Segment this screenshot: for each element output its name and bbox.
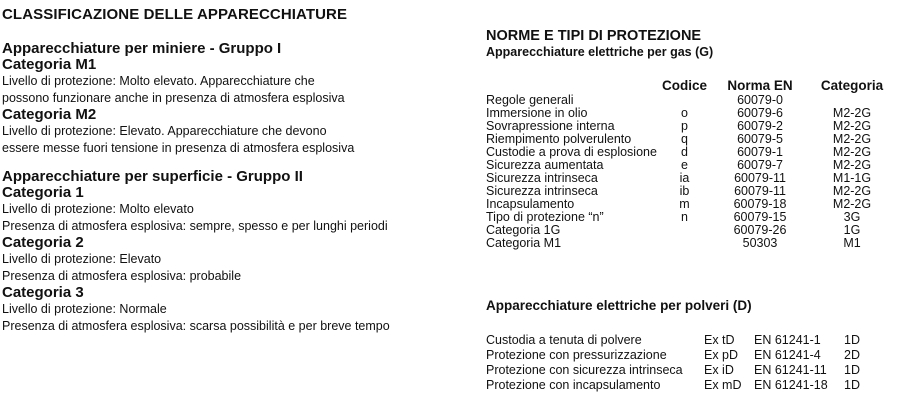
cell-code: d <box>681 145 688 159</box>
cell-code: Ex iD <box>704 363 734 377</box>
header-category: Categoria <box>820 77 884 93</box>
gas-protection-table <box>486 76 891 250</box>
table-header-row <box>486 76 891 94</box>
cell-norm: 60079-0 <box>737 93 783 107</box>
cell-category: 1G <box>843 223 861 237</box>
cell-norm: 60079-11 <box>734 184 786 198</box>
cell-norm: 60079-26 <box>733 223 787 237</box>
standards-title: NORME E TIPI DI PROTEZIONE <box>486 28 702 44</box>
cell-category: M1-1G <box>832 171 872 185</box>
cell-name: Sovrapressione interna <box>486 119 615 133</box>
category-description: possono funzionare anche in presenza di atmosfera esplosiva <box>2 91 345 105</box>
cell-code: q <box>681 132 688 146</box>
group-title: Apparecchiature per miniere - Gruppo I <box>2 40 282 57</box>
cell-norm: 60079-5 <box>737 132 783 146</box>
cell-norm: EN 61241-4 <box>754 348 821 362</box>
cell-norm: 60079-11 <box>734 171 786 185</box>
table-row <box>486 378 874 393</box>
cell-code <box>662 237 707 250</box>
cell-code: Ex mD <box>704 378 742 392</box>
table-row <box>486 333 874 348</box>
cell-code: Ex pD <box>704 348 739 362</box>
cell-code: o <box>681 106 688 120</box>
table-row <box>486 237 891 250</box>
category-description: essere messe fuori tensione in presenza di atmosfera esplosiva <box>2 141 355 155</box>
cell-norm: 60079-18 <box>733 197 787 211</box>
classification-title: CLASSIFICAZIONE DELLE APPARECCHIATURE <box>2 6 348 23</box>
cell-category: M2-2G <box>832 132 872 146</box>
cell-norm: EN 61241-11 <box>754 363 827 377</box>
cell-code: Ex tD <box>704 333 735 347</box>
cell-code: ia <box>679 171 690 185</box>
cell-category: 1D <box>844 363 860 377</box>
cell-category: M2-2G <box>832 184 872 198</box>
dust-protection-table <box>486 333 874 393</box>
category-description: Presenza di atmosfera esplosiva: scarsa possibilità e per breve tempo <box>2 319 390 333</box>
cell-name: Sicurezza aumentata <box>486 158 604 172</box>
cell-name: Sicurezza intrinseca <box>486 171 598 185</box>
category-description: Presenza di atmosfera esplosiva: sempre, spesso e per lunghi periodi <box>2 219 388 233</box>
cell-name: Riempimento polverulento <box>486 132 632 146</box>
cell-category: M1 <box>843 236 861 250</box>
cell-norm: 60079-1 <box>737 145 783 159</box>
dust-subtitle: Apparecchiature elettriche per polveri (D) <box>486 298 752 313</box>
category-title: Categoria 1 <box>2 184 84 201</box>
cell-name: Regole generali <box>486 93 574 107</box>
cell-name: Custodia a tenuta di polvere <box>486 333 642 347</box>
category-description: Presenza di atmosfera esplosiva: probabile <box>2 269 242 283</box>
cell-name: Incapsulamento <box>486 197 575 211</box>
cell-name: Tipo di protezione “n” <box>486 210 604 224</box>
header-code: Codice <box>662 77 708 93</box>
cell-norm: EN 61241-1 <box>754 333 821 347</box>
cell-category: 1D <box>844 333 860 347</box>
cell-category: M2-2G <box>832 119 872 133</box>
cell-category: 1D <box>844 378 860 392</box>
cell-name: Categoria M1 <box>486 236 562 250</box>
category-description: Livello di protezione: Elevato. Apparecchiature che devono <box>2 124 327 138</box>
cell-category: M2-2G <box>832 145 872 159</box>
category-title: Categoria M1 <box>2 56 97 73</box>
cell-norm: EN 61241-18 <box>754 378 828 392</box>
category-title: Categoria 2 <box>2 234 84 251</box>
cell-norm: 60079-6 <box>737 106 783 120</box>
cell-name: Protezione con sicurezza intrinseca <box>486 363 683 377</box>
category-title: Categoria 3 <box>2 284 84 301</box>
cell-name: Protezione con pressurizzazione <box>486 348 667 362</box>
cell-code: ib <box>679 184 690 198</box>
group-surface <box>2 168 390 335</box>
category-description: Livello di protezione: Normale <box>2 302 167 316</box>
header-name <box>486 76 662 94</box>
cell-norm: 60079-15 <box>733 210 787 224</box>
table-row <box>486 363 874 378</box>
header-norm: Norma EN <box>727 77 793 93</box>
cell-name: Categoria 1G <box>486 223 561 237</box>
table-row <box>486 348 874 363</box>
cell-code: m <box>679 197 690 211</box>
cell-name: Sicurezza intrinseca <box>486 184 598 198</box>
cell-category: M2-2G <box>832 106 872 120</box>
cell-name: Custodie a prova di esplosione <box>486 145 657 159</box>
cell-name: Protezione con incapsulamento <box>486 378 661 392</box>
cell-code: p <box>681 119 688 133</box>
group-mining <box>2 40 354 157</box>
cell-norm: 60079-2 <box>737 119 783 133</box>
gas-subtitle: Apparecchiature elettriche per gas (G) <box>486 45 714 59</box>
cell-norm: 50303 <box>742 236 778 250</box>
category-description: Livello di protezione: Elevato <box>2 252 162 266</box>
cell-code <box>662 224 707 237</box>
cell-norm: 60079-7 <box>737 158 783 172</box>
cell-category: M2-2G <box>832 158 872 172</box>
category-title: Categoria M2 <box>2 106 97 123</box>
category-description: Livello di protezione: Molto elevato. Apparecchiature che <box>2 74 315 88</box>
cell-code: e <box>681 158 688 172</box>
cell-code: n <box>681 210 688 224</box>
cell-category: M2-2G <box>832 197 872 211</box>
cell-category: 3G <box>843 210 861 224</box>
group-title: Apparecchiature per superficie - Gruppo II <box>2 168 303 185</box>
cell-name: Immersione in olio <box>486 106 588 120</box>
category-description: Livello di protezione: Molto elevato <box>2 202 194 216</box>
cell-category: 2D <box>844 348 860 362</box>
